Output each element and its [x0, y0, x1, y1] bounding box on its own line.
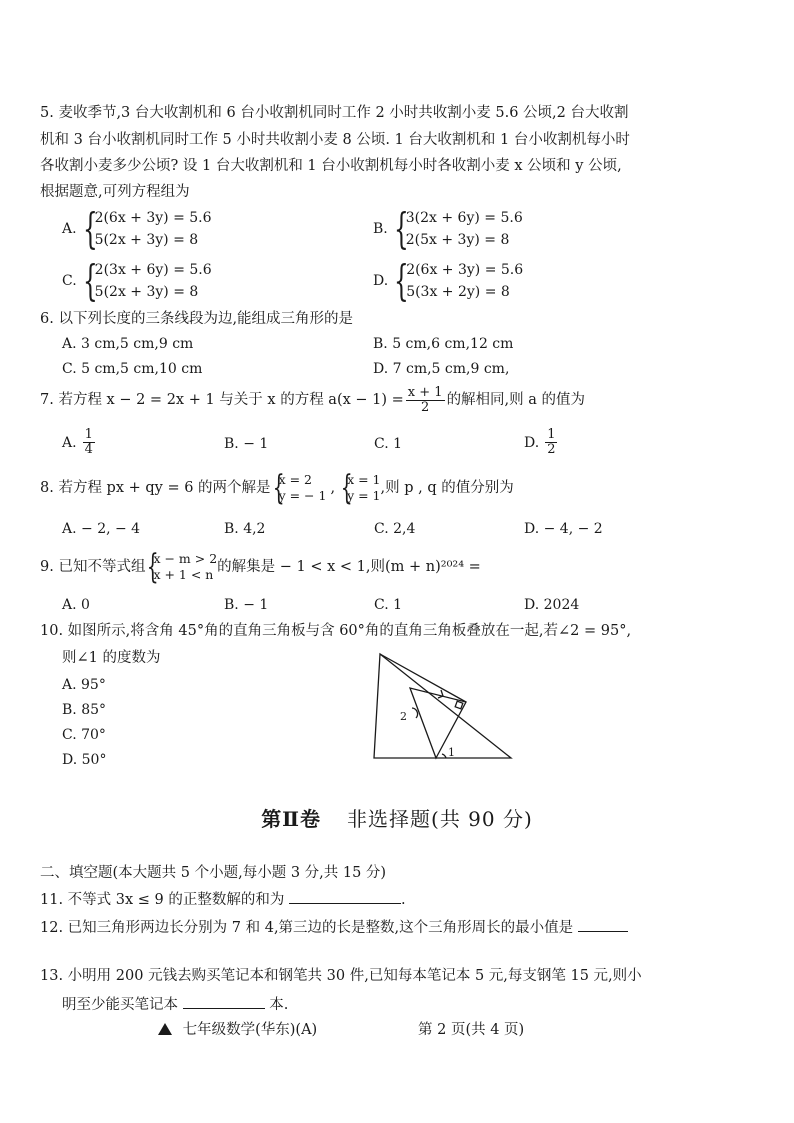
q7-option-c[interactable]: C. 1	[374, 436, 403, 452]
option-label: B.	[373, 221, 388, 237]
equation: 5(2x + 3y) = 8	[94, 284, 199, 300]
section-title	[0, 803, 794, 832]
angle-2-label: 2	[400, 710, 407, 723]
fraction-numerator: 1	[84, 427, 93, 442]
q12-text: 12. 已知三角形两边长分别为 7 和 4,第三边的长是整数,这个三角形周长的最小值是	[40, 920, 574, 936]
q5-line-4: 根据题意,可列方程组为	[40, 184, 190, 200]
q6-option-b[interactable]: B. 5 cm,6 cm,12 cm	[373, 336, 514, 352]
angle-1-label: 1	[448, 746, 455, 759]
brace: {	[147, 547, 160, 587]
option-label: A.	[62, 221, 77, 237]
q6-option-d[interactable]: D. 7 cm,5 cm,9 cm,	[373, 361, 510, 377]
q13-text: 本.	[269, 997, 289, 1013]
q8-option-c[interactable]: C. 2,4	[374, 521, 416, 537]
separator: ,	[330, 480, 336, 496]
q7-option-b[interactable]: B. − 1	[224, 436, 269, 452]
q5-option-a[interactable]	[62, 204, 212, 253]
q11-text: 11. 不等式 3x ≤ 9 的正整数解的和为	[40, 892, 285, 908]
q10-line-1: 10. 如图所示,将含角 45°角的直角三角板与含 60°角的直角三角板叠放在一起,若∠2 = 95°,	[40, 623, 632, 639]
q6-option-a[interactable]: A. 3 cm,5 cm,9 cm	[62, 336, 194, 352]
footer-page-number: 第 2 页(共 4 页)	[418, 1022, 525, 1038]
fraction-denominator: 2	[547, 442, 556, 457]
brace: {	[340, 468, 353, 508]
edge-line	[380, 654, 466, 702]
q9-option-d[interactable]: D. 2024	[524, 597, 580, 613]
q5-line-3: 各收割小麦多少公顷? 设 1 台大收割机和 1 台小收割机每小时各收割小麦 x 公顷和 y 公顷,	[40, 158, 622, 174]
q5-line-2: 机和 3 台小收割机同时工作 5 小时共收割小麦 8 公顷. 1 台大收割机和 1 台小收割机每小时	[40, 132, 630, 148]
footer-subject	[158, 1018, 317, 1039]
footer-subject-text: 七年级数学(华东)(A)	[182, 1022, 318, 1038]
q10-line-2: 则∠1 的度数为	[62, 650, 161, 666]
brace: {	[272, 468, 285, 508]
q7-option-a[interactable]	[62, 428, 97, 457]
equation: 2(3x + 6y) = 5.6	[94, 262, 212, 278]
fraction-numerator: x + 1	[407, 384, 443, 400]
q11-period: .	[401, 892, 406, 908]
q5-option-b[interactable]	[373, 204, 523, 253]
q9-option-c[interactable]: C. 1	[374, 597, 403, 613]
q8-stem-text: ,则 p , q 的值分别为	[380, 480, 514, 496]
option-label: C.	[62, 273, 77, 289]
q11-answer-blank[interactable]	[289, 889, 401, 904]
q5-option-d[interactable]	[373, 256, 524, 305]
q8-option-a[interactable]: A. − 2, − 4	[62, 521, 141, 537]
q7-stem-text: 7. 若方程 x − 2 = 2x + 1 与关于 x 的方程 a(x − 1) =	[40, 392, 404, 408]
right-angle-mark	[438, 690, 443, 698]
angle-2-arc	[412, 708, 418, 718]
option-label: D.	[524, 434, 540, 451]
equation: 3(2x + 6y) = 5.6	[405, 210, 523, 226]
triangle-45-shape	[374, 654, 511, 758]
equation: 5(2x + 3y) = 8	[94, 232, 199, 248]
q9-stem-text: 9. 已知不等式组	[40, 559, 146, 575]
q10-option-d[interactable]: D. 50°	[62, 752, 107, 768]
inequality: x − m > 2	[153, 551, 218, 566]
equation: 2(6x + 3y) = 5.6	[406, 262, 524, 278]
q5-option-c[interactable]	[62, 256, 212, 305]
option-label: D.	[373, 273, 389, 289]
q12	[40, 917, 628, 937]
q7-stem	[40, 385, 585, 415]
q10-option-a[interactable]: A. 95°	[62, 677, 106, 693]
q6-stem: 6. 以下列长度的三条线段为边,能组成三角形的是	[40, 311, 354, 327]
equation: 5(3x + 2y) = 8	[406, 284, 510, 300]
fraction-numerator: 1	[547, 427, 556, 442]
option-label: A.	[62, 434, 77, 451]
q8-stem	[40, 469, 514, 507]
q9-option-b[interactable]: B. − 1	[224, 597, 269, 613]
brace: {	[82, 204, 98, 253]
q13-text: 明至少能买笔记本	[62, 997, 178, 1013]
q13-line-1: 13. 小明用 200 元钱去购买笔记本和钢笔共 30 件,已知每本笔记本 5 元,每支钢笔 15 元,则小	[40, 968, 642, 984]
equation: y = − 1	[278, 488, 327, 503]
brace: {	[393, 204, 409, 253]
q7-stem-text: 的解相同,则 a 的值为	[446, 392, 586, 408]
section-title-main: 第Ⅱ卷	[261, 807, 322, 831]
q13-answer-blank[interactable]	[183, 994, 265, 1009]
section-title-sub: 非选择题(共 90 分)	[347, 807, 533, 831]
q8-stem-text: 8. 若方程 px + qy = 6 的两个解是	[40, 480, 271, 496]
equation: 2(5x + 3y) = 8	[405, 232, 510, 248]
q13-line-2	[62, 994, 288, 1014]
brace: {	[394, 256, 409, 305]
q10-option-b[interactable]: B. 85°	[62, 702, 107, 718]
fraction-denominator: 2	[421, 399, 430, 415]
fraction	[545, 428, 557, 457]
fraction	[83, 428, 95, 457]
equation: x = 1	[347, 472, 381, 487]
equation: x = 2	[278, 472, 312, 487]
inequality: x + 1 < n	[153, 567, 214, 582]
q9-stem-text: 的解集是 − 1 < x < 1,则(m + n)²⁰²⁴ =	[217, 559, 481, 575]
q10-option-c[interactable]: C. 70°	[62, 727, 106, 743]
q9-stem	[40, 548, 481, 586]
q7-option-d[interactable]	[524, 428, 559, 457]
q9-option-a[interactable]: A. 0	[62, 597, 90, 613]
q11	[40, 889, 406, 909]
brace: {	[82, 256, 98, 305]
q12-answer-blank[interactable]	[578, 917, 628, 932]
fraction-denominator: 4	[84, 442, 93, 457]
right-angle-mark	[455, 701, 463, 709]
q6-option-c[interactable]: C. 5 cm,5 cm,10 cm	[62, 361, 203, 377]
fraction	[406, 386, 445, 415]
q5-line-1: 5. 麦收季节,3 台大收割机和 6 台小收割机同时工作 2 小时共收割小麦 5.6 公顷,2 台大收割	[40, 105, 629, 121]
publisher-logo-icon	[158, 1023, 172, 1035]
triangle-60-shape	[410, 688, 466, 758]
q8-option-b[interactable]: B. 4,2	[224, 521, 266, 537]
equation: 2(6x + 3y) = 5.6	[94, 210, 212, 226]
part2-heading: 二、填空题(本大题共 5 个小题,每小题 3 分,共 15 分)	[40, 865, 387, 881]
triangle-figure	[368, 650, 520, 766]
equation: y = 1	[347, 488, 381, 503]
q8-option-d[interactable]: D. − 4, − 2	[524, 521, 603, 537]
